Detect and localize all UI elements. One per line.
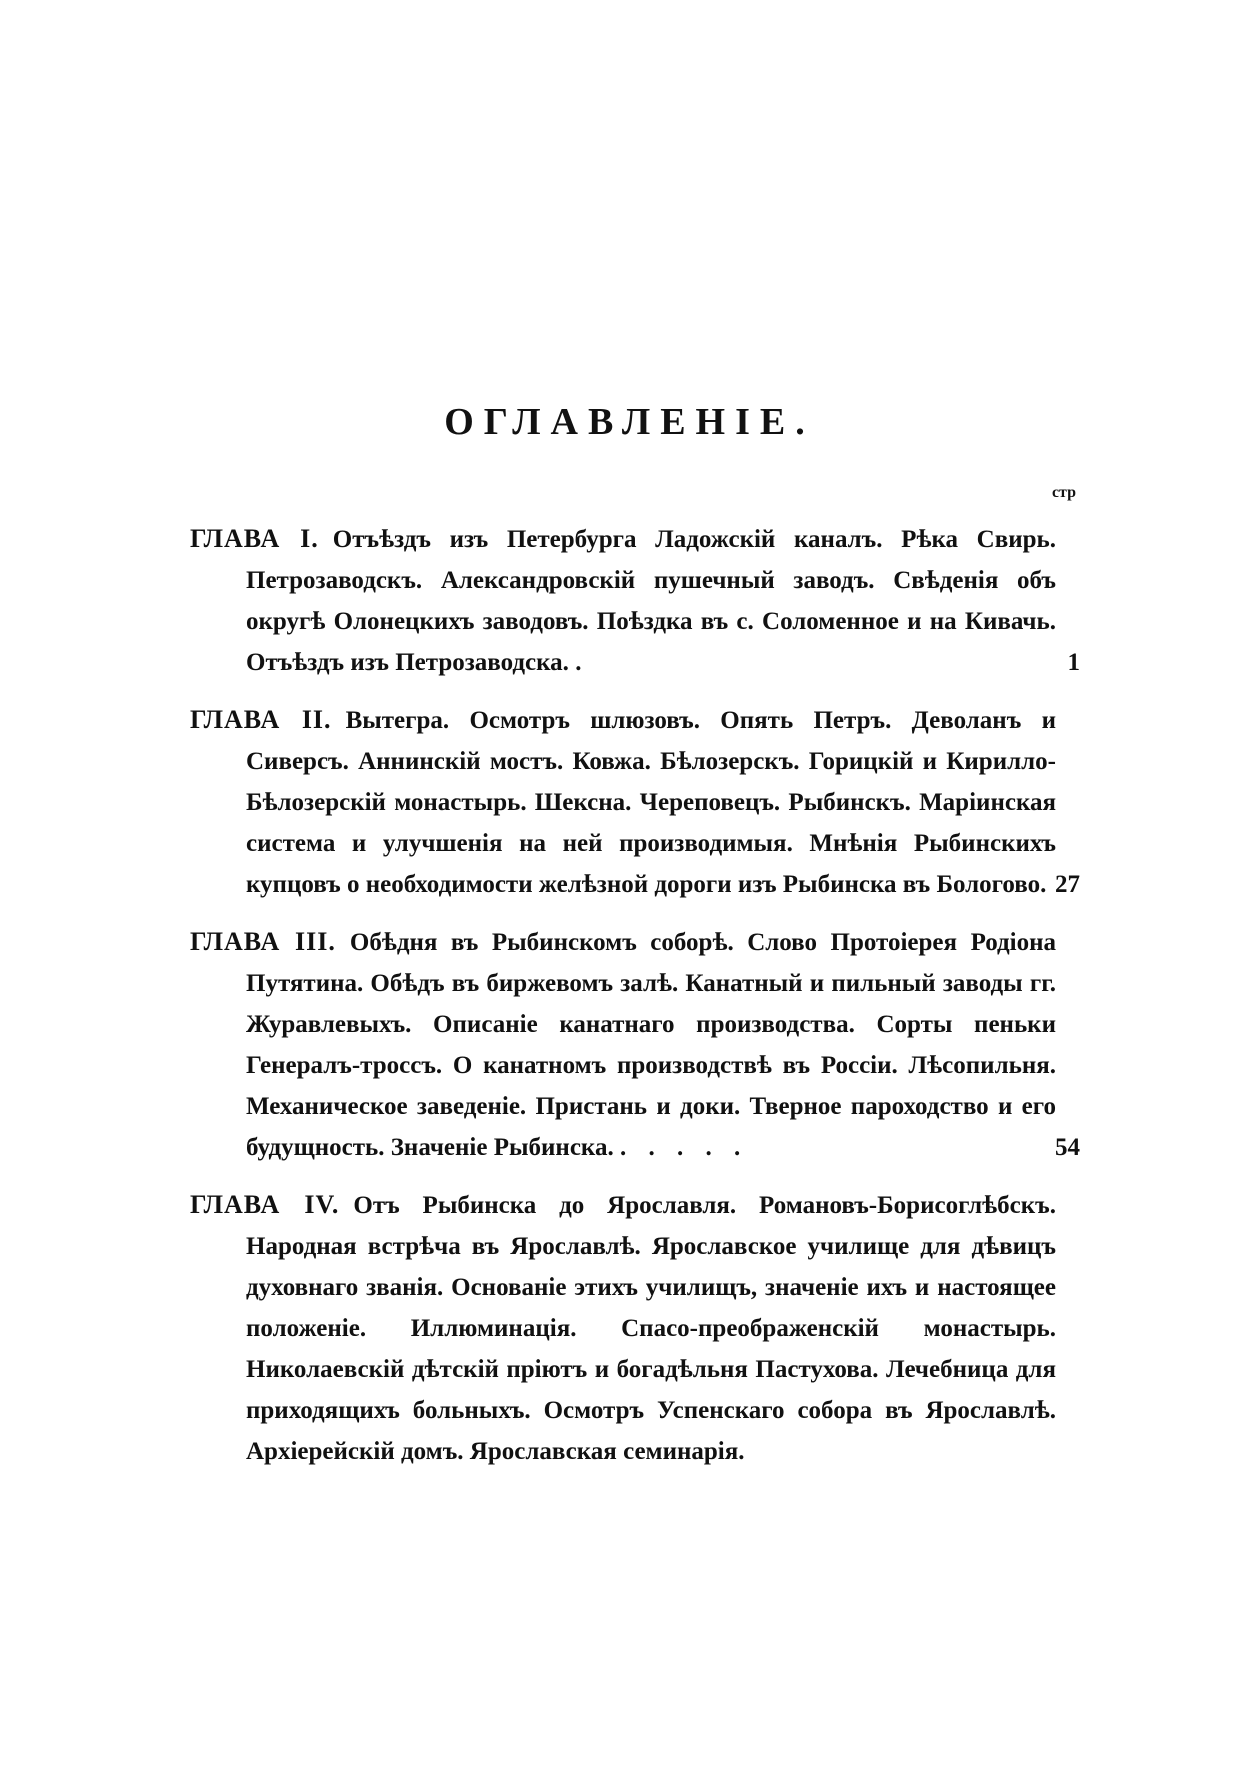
chapter-label: ГЛАВА III. <box>190 927 336 956</box>
toc-entry-chapter-1 <box>190 518 1080 683</box>
chapter-summary: Вытегра. Осмотръ шлюзовъ. Опять Петръ. Деволанъ и Сиверсъ. Аннинскій мостъ. Ковжа. Бѣлозерскъ. Горицкій и Кирилло-Бѣлозерскій монастырь. Шексна. Череповецъ. Рыбинскъ. Маріинская система и улучшенія на ней производимыя. Мнѣнія Рыбинскихъ купцовъ о необходимости желѣзной дороги изъ Рыбинска въ Бологово. <box>246 707 1056 898</box>
chapter-label: ГЛАВА IV. <box>190 1190 340 1219</box>
toc-entry-body <box>190 518 1056 683</box>
toc-entry-chapter-2 <box>190 699 1080 905</box>
dot-leader: . . . . . <box>619 1134 749 1161</box>
page-number: 27 <box>1055 871 1080 898</box>
chapter-label: ГЛАВА II. <box>190 705 332 734</box>
chapter-summary: Отъ Рыбинска до Ярославля. Романовъ-Борисоглѣбскъ. Народная встрѣча въ Ярославлѣ. Ярославское училище для дѣвицъ духовнаго званія. Основаніе этихъ училищъ, значеніе ихъ и настоящее положеніе. Иллюминація. Спасо-преображенскій монастырь. Николаевскій дѣтскій пріютъ и богадѣльня Пастухова. Лечебница для приходящихъ больныхъ. Осмотръ Успенскаго собора въ Ярославлѣ. Архіерейскій домъ. Ярославская семинарія. <box>246 1192 1057 1465</box>
page-number: 54 <box>1055 1134 1080 1161</box>
toc-entry-body <box>190 699 1056 905</box>
toc-entry-chapter-3 <box>190 921 1080 1168</box>
page-column-label: стр <box>1051 484 1076 501</box>
page-number: 1 <box>1067 649 1080 676</box>
chapter-label: ГЛАВА I. <box>190 524 319 553</box>
table-of-contents <box>190 518 1080 1488</box>
toc-entry-chapter-4 <box>190 1184 1080 1472</box>
dot-leader: . <box>575 649 590 676</box>
chapter-summary: Обѣдня въ Рыбинскомъ соборѣ. Слово Протоіерея Родіона Путятина. Обѣдъ въ биржевомъ залѣ. Канатный и пильный заводы гг. Журавлевыхъ. Описаніе канатнаго производства. Сорты пеньки Генералъ-троссъ. О канатномъ производствѣ въ Россіи. Лѣсопильня. Механическое заведеніе. Пристань и доки. Тверное пароходство и его будущность. Значеніе Рыбинска. <box>246 929 1056 1161</box>
page-title: ОГЛАВЛЕНІЕ. <box>444 401 815 443</box>
toc-entry-body <box>190 1184 1056 1472</box>
chapter-summary: Отъѣздъ изъ Петербурга Ладожскій каналъ. Рѣка Свирь. Петрозаводскъ. Александровскій пушечный заводъ. Свѣденія объ округѣ Олонецкихъ заводовъ. Поѣздка въ с. Соломенное и на Кивачь. Отъѣздъ изъ Петрозаводска. <box>246 526 1056 676</box>
toc-entry-body <box>190 921 1056 1168</box>
